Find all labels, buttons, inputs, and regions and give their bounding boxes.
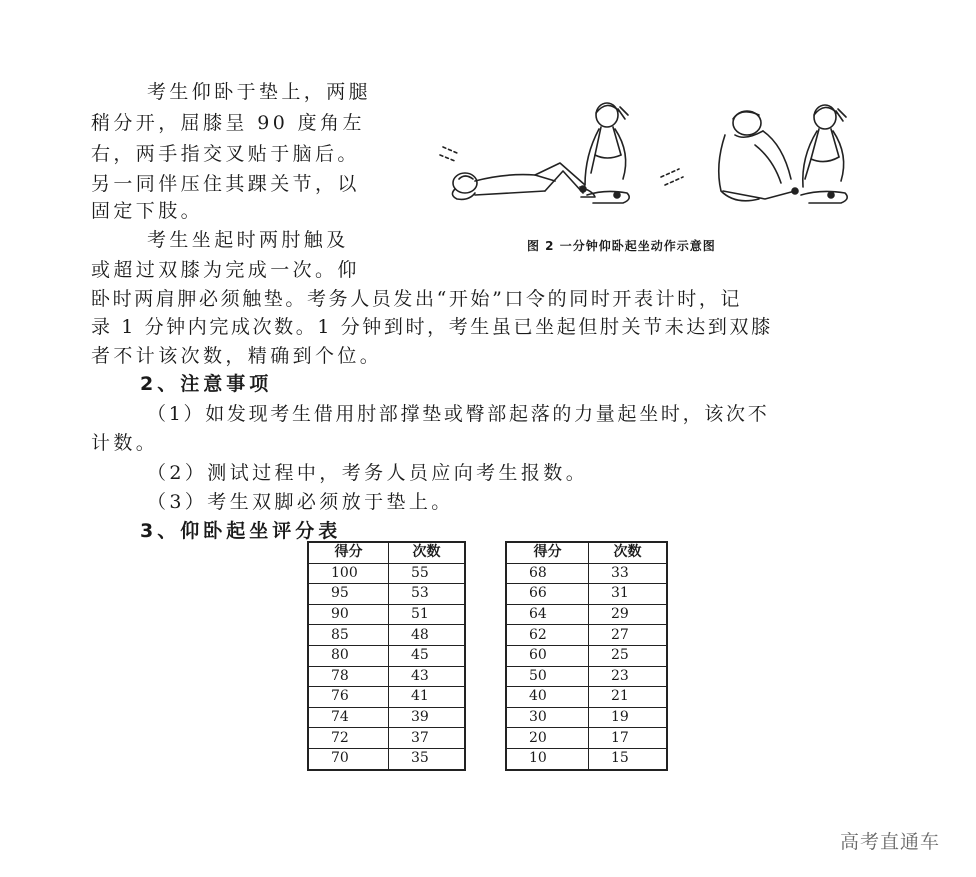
table-row: [506, 707, 667, 728]
count-cell: 45: [389, 645, 466, 666]
score-cell: 72: [308, 728, 389, 749]
para-line-3: 右，两手指交叉贴于脑后。: [91, 143, 360, 165]
table-row: [308, 645, 465, 666]
count-cell: 25: [589, 645, 668, 666]
notes-item-1: （1）如发现考生借用肘部撑垫或臀部起落的力量起坐时，该次不: [147, 403, 770, 425]
table-row: [506, 563, 667, 584]
table-row: [506, 625, 667, 646]
para-line-2: 稍分开，屈膝呈 90 度角左: [91, 112, 365, 134]
score-cell: 40: [506, 687, 589, 708]
notes-item-2: （2）测试过程中，考务人员应向考生报数。: [147, 462, 589, 484]
table-row: [308, 625, 465, 646]
count-cell: 55: [389, 563, 466, 584]
table-row: [506, 666, 667, 687]
score-table-right: [505, 541, 668, 771]
score-table-left: [307, 541, 466, 771]
para-line-10: 者不计该次数，精确到个位。: [91, 345, 383, 367]
table-row: [308, 666, 465, 687]
score-cell: 64: [506, 604, 589, 625]
figure-caption-text: 图 2 一分钟仰卧起坐动作示意图: [527, 239, 716, 253]
table-row: [506, 604, 667, 625]
count-cell: 31: [589, 584, 668, 605]
count-cell: 27: [589, 625, 668, 646]
score-cell: 66: [506, 584, 589, 605]
para-line-9: 录 1 分钟内完成次数。1 分钟到时，考生虽已坐起但肘关节未达到双膝: [91, 316, 773, 338]
table-row: [308, 728, 465, 749]
table-row: [506, 748, 667, 769]
score-cell: 85: [308, 625, 389, 646]
situp-lying-illustration: [435, 95, 650, 215]
count-cell: 21: [589, 687, 668, 708]
score-cell: 68: [506, 563, 589, 584]
count-cell: 37: [389, 728, 466, 749]
score-cell: 10: [506, 748, 589, 769]
section-heading-notes: 2、注意事项: [140, 373, 273, 395]
notes-item-1-cont: 计数。: [91, 432, 159, 454]
score-cell: 62: [506, 625, 589, 646]
table-row: [308, 687, 465, 708]
count-cell: 23: [589, 666, 668, 687]
score-cell: 100: [308, 563, 389, 584]
count-cell: 19: [589, 707, 668, 728]
count-cell: 15: [589, 748, 668, 769]
section-heading-score-table: 3、仰卧起坐评分表: [140, 520, 342, 542]
table-row: [308, 604, 465, 625]
count-cell: 33: [589, 563, 668, 584]
table-row: [506, 728, 667, 749]
para-line-6: 考生坐起时两肘触及: [147, 229, 349, 251]
count-cell: 17: [589, 728, 668, 749]
para-line-8: 卧时两肩胛必须触垫。考务人员发出“开始”口令的同时开表计时，记: [91, 288, 743, 310]
table-row: [308, 563, 465, 584]
count-cell: 35: [389, 748, 466, 769]
table-row: [506, 645, 667, 666]
count-cell: 39: [389, 707, 466, 728]
para-line-4: 另一同伴压住其踝关节，以: [91, 173, 360, 195]
score-cell: 70: [308, 748, 389, 769]
notes-item-3: （3）考生双脚必须放于垫上。: [147, 491, 454, 513]
table-row: [308, 707, 465, 728]
col-header-score: 得分: [308, 542, 389, 563]
count-cell: 41: [389, 687, 466, 708]
score-cell: 76: [308, 687, 389, 708]
count-cell: 48: [389, 625, 466, 646]
score-cell: 78: [308, 666, 389, 687]
para-line-7: 或超过双膝为完成一次。仰: [91, 259, 360, 281]
count-cell: 29: [589, 604, 668, 625]
score-cell: 74: [308, 707, 389, 728]
para-line-1: 考生仰卧于垫上，两腿: [147, 81, 372, 103]
col-header-count: 次数: [589, 542, 668, 563]
count-cell: 51: [389, 604, 466, 625]
count-cell: 53: [389, 584, 466, 605]
score-cell: 60: [506, 645, 589, 666]
table-row: [506, 687, 667, 708]
table-row: [308, 584, 465, 605]
col-header-count: 次数: [389, 542, 466, 563]
score-cell: 90: [308, 604, 389, 625]
situp-sitting-illustration: [655, 95, 855, 215]
para-line-5: 固定下肢。: [91, 200, 204, 222]
count-cell: 43: [389, 666, 466, 687]
score-cell: 30: [506, 707, 589, 728]
watermark-text: 高考直通车: [840, 831, 941, 853]
score-cell: 95: [308, 584, 389, 605]
score-cell: 80: [308, 645, 389, 666]
table-row: [506, 584, 667, 605]
score-cell: 50: [506, 666, 589, 687]
col-header-score: 得分: [506, 542, 589, 563]
table-row: [308, 748, 465, 769]
score-cell: 20: [506, 728, 589, 749]
